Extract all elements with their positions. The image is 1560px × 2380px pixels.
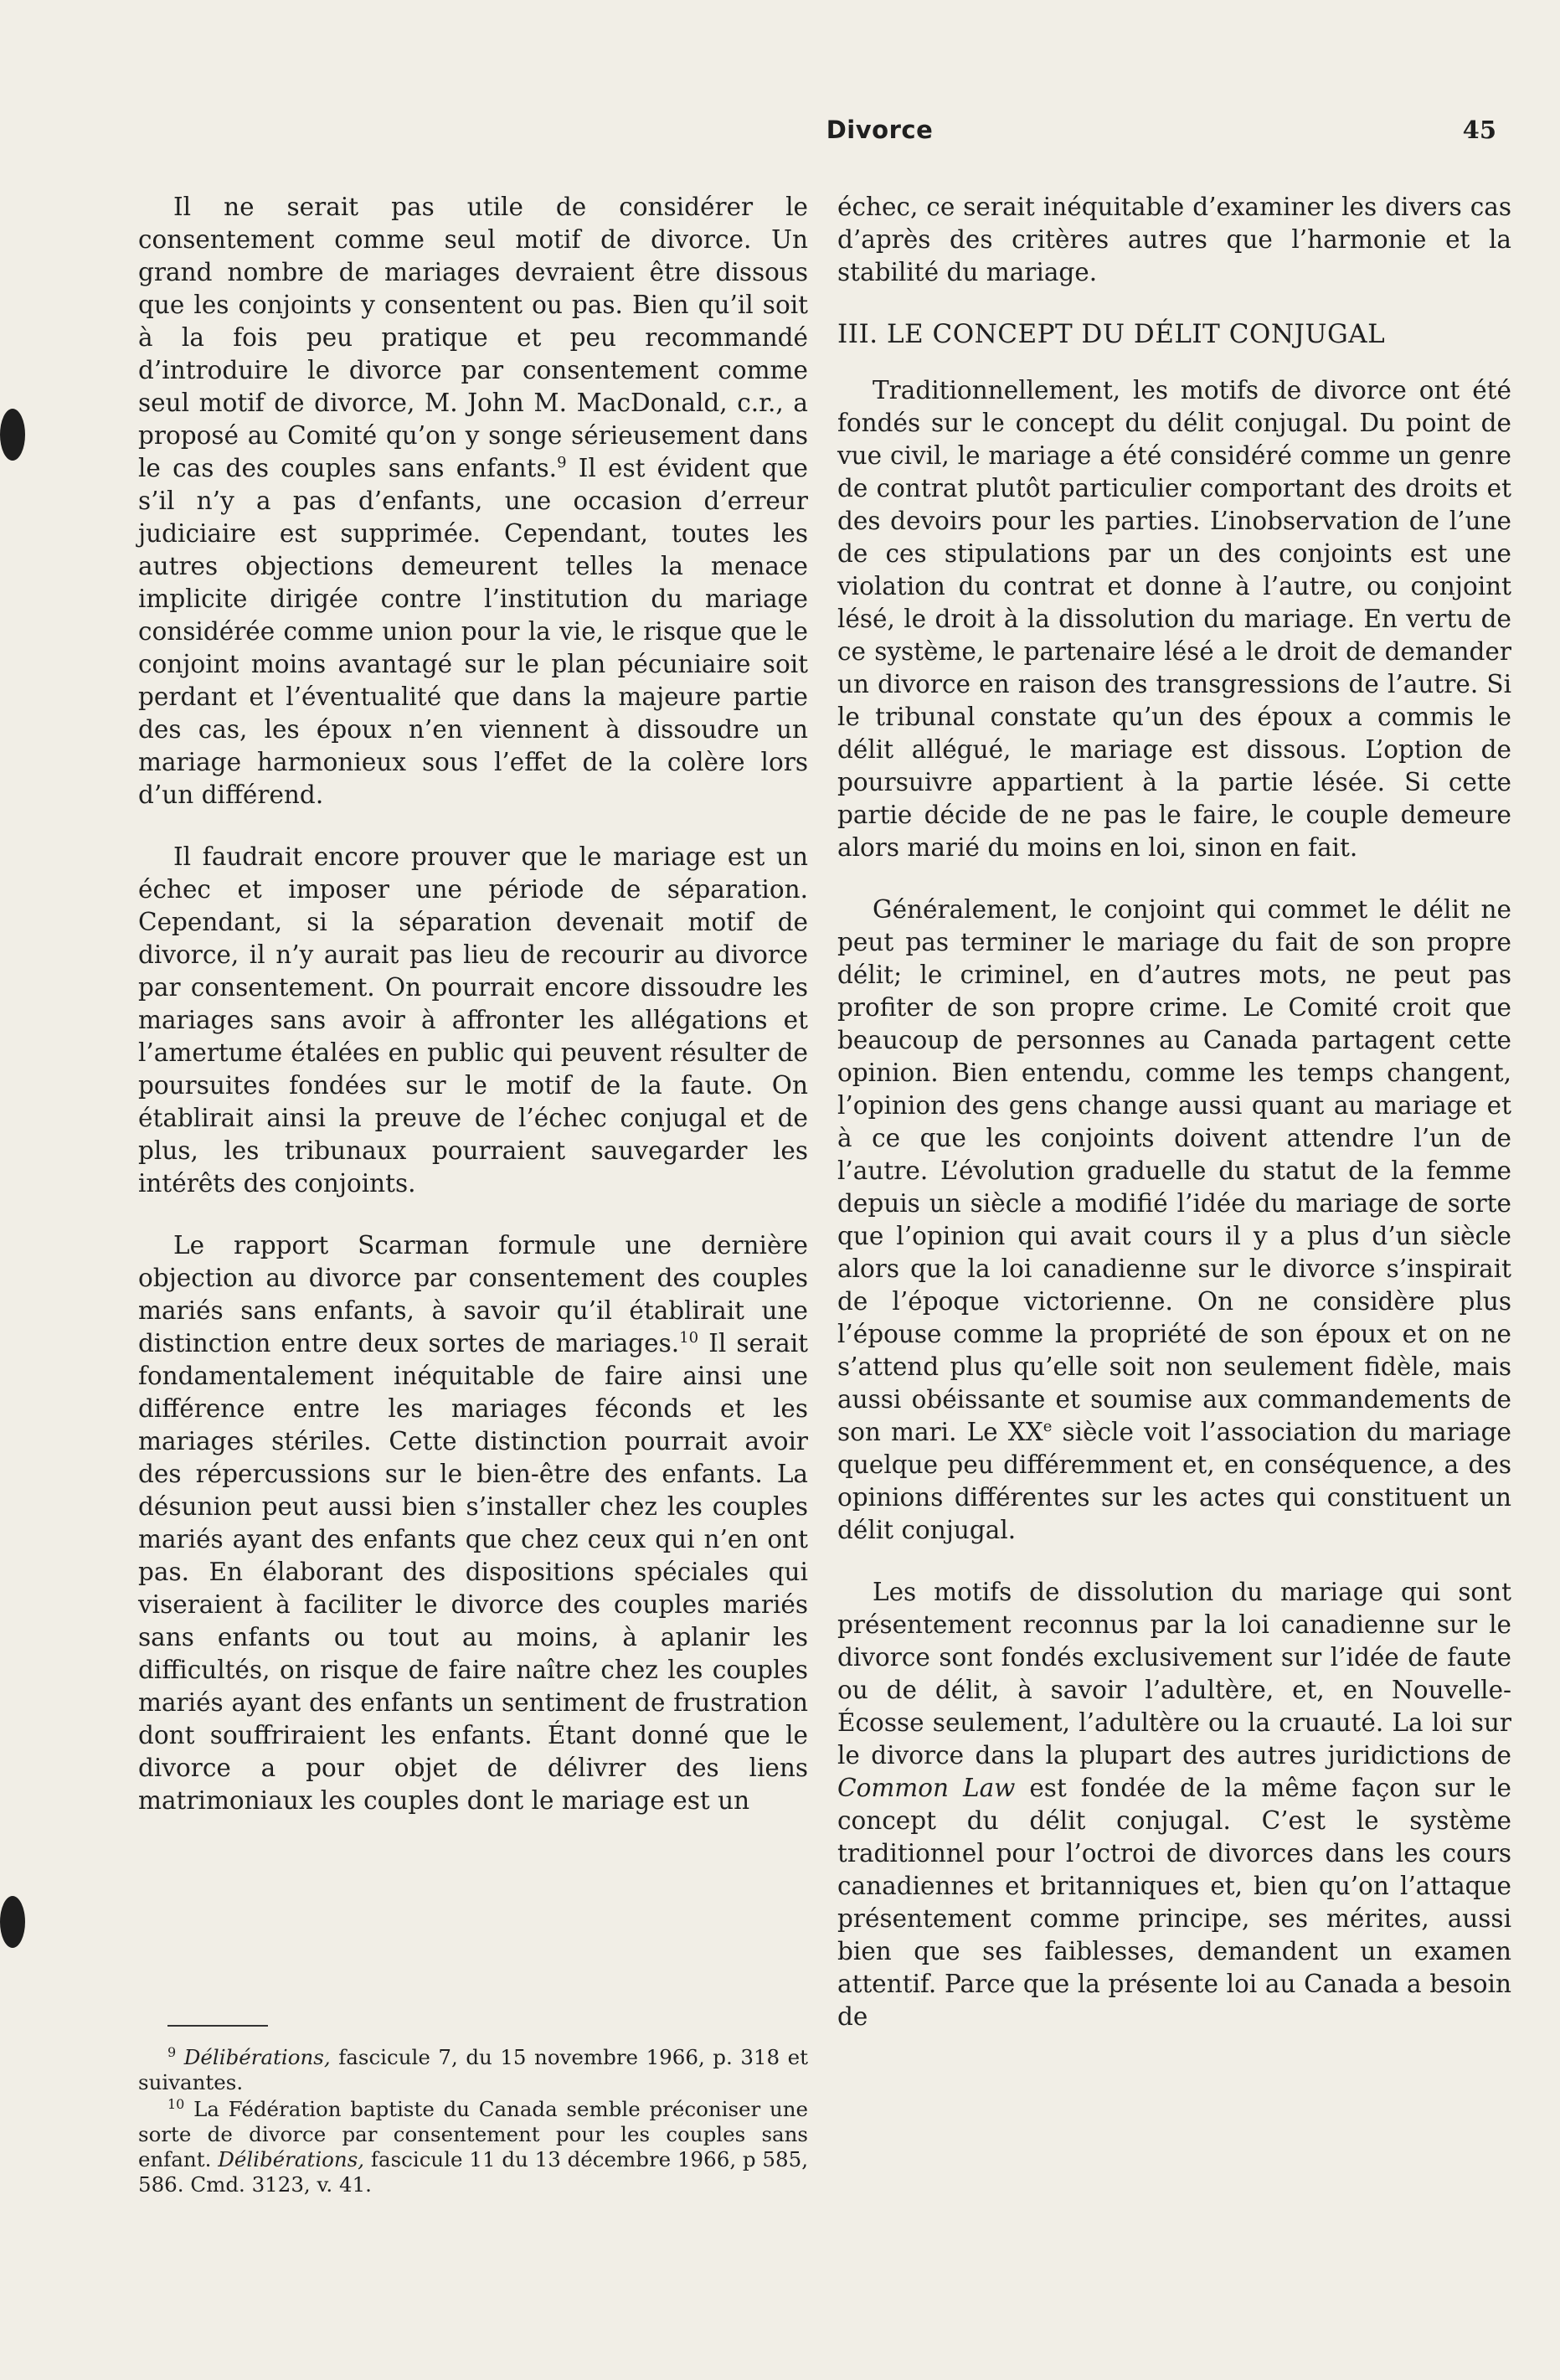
footnote-10 bbox=[138, 2097, 808, 2197]
footnote-ref: 9 bbox=[557, 454, 567, 472]
paragraph-text: Le rapport Scarman formule une dernière objection au divorce par consentement des couples mariés sans enfants, à savoir qu’il établirait une distinction entre deux sortes de mariages. bbox=[138, 1231, 808, 1357]
left-column bbox=[138, 191, 808, 1847]
paragraph-text: est fondée de la même façon sur le concept du délit conjugal. C’est le système traditionnel pour l’octroi de divorces dans les cours canadiennes et britanniques et, bien qu’on l’attaque présentement comme principe, ses mérites, aussi bien que ses faiblesses, demandent un examen attentif. Parce que la présente loi au Canada a besoin de bbox=[837, 1774, 1511, 2031]
paragraph-text: Il est évident que s’il n’y a pas d’enfants, une occasion d’erreur judiciaire est supprimée. Cependant, toutes les autres objections demeurent telles la menace implicite dirigée contre l’institution du mariage considérée comme union pour la vie, le risque que le conjoint moins avantagé sur le plan pécuniaire soit perdant et l’éventualité que dans la majeure partie des cas, les époux n’en viennent à dissoudre un mariage harmonieux sous l’effet de la colère lors d’un différend. bbox=[138, 454, 808, 809]
paragraph bbox=[138, 1229, 808, 1817]
paragraph-text: siècle voit l’association du mariage quelque peu différemment et, en conséquence, a des opinions différentes sur les actes qui constituent un délit conjugal. bbox=[837, 1418, 1511, 1544]
paragraph-text: Généralement, le conjoint qui commet le délit ne peut pas terminer le mariage du fait de son propre délit; le criminel, en d’autres mots, ne peut pas profiter de son propre crime. Le Comité croit que beaucoup de personnes au Canada partagent cette opinion. Bien entendu, comme les temps changent, l’opinion des gens change aussi quant au mariage et à ce que les conjoints doivent attendre l’un de l’autre. L’évolution graduelle du statut de la femme depuis un siècle a modifié l’idée du mariage de sorte que l’opinion qui avait cours il y a plus d’un siècle alors que la loi canadienne sur le divorce s’inspirait de l’époque victorienne. On ne considère plus l’épouse comme la propriété de son époux et on ne s’attend plus qu’elle soit non seulement fidèle, mais aussi obéissante et soumise aux commandements de son mari. Le XX bbox=[837, 895, 1511, 1446]
footnote-number: 9 bbox=[167, 2043, 177, 2060]
paragraph bbox=[837, 894, 1511, 1547]
paragraph bbox=[837, 1576, 1511, 2033]
footnote-text: La Fédération baptiste du Canada semble préconiser une sorte de divorce par consentement pour les couples sans enfant. bbox=[138, 2097, 808, 2171]
italic-term: Common Law bbox=[837, 1774, 1016, 1802]
right-column bbox=[837, 191, 1511, 2063]
paragraph: Il faudrait encore prouver que le mariage est un échec et imposer une période de séparation. Cependant, si la séparation devenait motif de divorce, il n’y aurait pas lieu de recourir au divorce par consentement. On pourrait encore dissoudre les mariages sans avoir à affronter les allégations et l’amertume étalées en public qui peuvent résulter de poursuites fondées sur le motif de la faute. On établirait ainsi la preuve de l’échec conjugal et de plus, les tribunaux pourraient sauvegarder les intérêts des conjoints. bbox=[138, 842, 808, 1198]
page-number: 45 bbox=[1462, 116, 1496, 144]
paragraph: Traditionnellement, les motifs de divorce ont été fondés sur le concept du délit conjugal. Du point de vue civil, le mariage a été considéré comme un genre de contrat plutôt particulier comportant des droits et des devoirs pour les parties. L’inobservation de l’une de ces stipulations par un des conjoints est une violation du contrat et donne à l’autre, ou conjoint lésé, le droit à la dissolution du mariage. En vertu de ce système, le partenaire lésé a le droit de demander un divorce en raison des transgressions de l’autre. Si le tribunal constate qu’un des époux a commis le délit allégué, le mariage est dissous. L’option de poursuivre appartient à la partie lésée. Si cette partie décide de ne pas le faire, le couple demeure alors marié du moins en loi, sinon en fait. bbox=[837, 376, 1511, 862]
footnote-9 bbox=[138, 2045, 808, 2095]
punch-hole bbox=[0, 409, 25, 461]
footnote-ref: 10 bbox=[679, 1329, 699, 1347]
paragraph-text: Les motifs de dissolution du mariage qui sont présentement reconnus par la loi canadienne sur le divorce sont fondés exclusivement sur l’idée de faute ou de délit, à savoir l’adultère, et, en Nouvelle-Écosse seulement, l’adultère ou la cruauté. La loi sur le divorce dans la plupart des autres juridictions de bbox=[837, 1578, 1511, 1770]
paragraph: échec, ce serait inéquitable d’examiner les divers cas d’après des critères autres que l’harmonie et la stabilité du mariage. bbox=[837, 193, 1511, 286]
superscript: e bbox=[1043, 1418, 1053, 1436]
footnote-italic: Délibérations, bbox=[183, 2045, 331, 2069]
running-header-title: Divorce bbox=[826, 116, 934, 144]
footnote-number: 10 bbox=[167, 2095, 185, 2112]
footnote-italic: Délibérations, bbox=[218, 2147, 365, 2171]
footnote-rule bbox=[167, 2025, 268, 2027]
section-heading: III. LE CONCEPT DU DÉLIT CONJUGAL bbox=[837, 319, 1386, 349]
punch-hole bbox=[0, 1896, 25, 1948]
footnote-text: fascicule 11 du 13 décembre 1966, p 585, 586. Cmd. 3123, v. 41. bbox=[138, 2147, 808, 2197]
paragraph bbox=[138, 191, 808, 811]
footnotes bbox=[138, 2025, 808, 2199]
paragraph-text: Il serait fondamentalement inéquitable de faire ainsi une différence entre les mariages féconds et les mariages stériles. Cette distinction pourrait avoir des répercussions sur le bien-être des enfants. La désunion peut aussi bien s’installer chez les couples mariés ayant des enfants que chez ceux qui n’en ont pas. En élaborant des dispositions spéciales qui viseraient à faciliter le divorce des couples mariés sans enfants ou tout au moins, à aplanir les difficultés, on risque de faire naître chez les couples mariés ayant des enfants un sentiment de frustration dont souffriraient les enfants. Étant donné que le divorce a pour objet de délivrer des liens matrimoniaux les couples dont le mariage est un bbox=[138, 1329, 808, 1815]
paragraph-text: Il ne serait pas utile de considérer le consentement comme seul motif de divorce. Un grand nombre de mariages devraient être dissous que les conjoints y consentent ou pas. Bien qu’il soit à la fois peu pratique et peu recommandé d’introduire le divorce par consentement comme seul motif de divorce, M. John M. MacDonald, c.r., a proposé au Comité qu’on y songe sérieusement dans le cas des couples sans enfants. bbox=[138, 193, 808, 482]
footnote-text: fascicule 7, du 15 novembre 1966, p. 318 et suivantes. bbox=[138, 2045, 808, 2094]
